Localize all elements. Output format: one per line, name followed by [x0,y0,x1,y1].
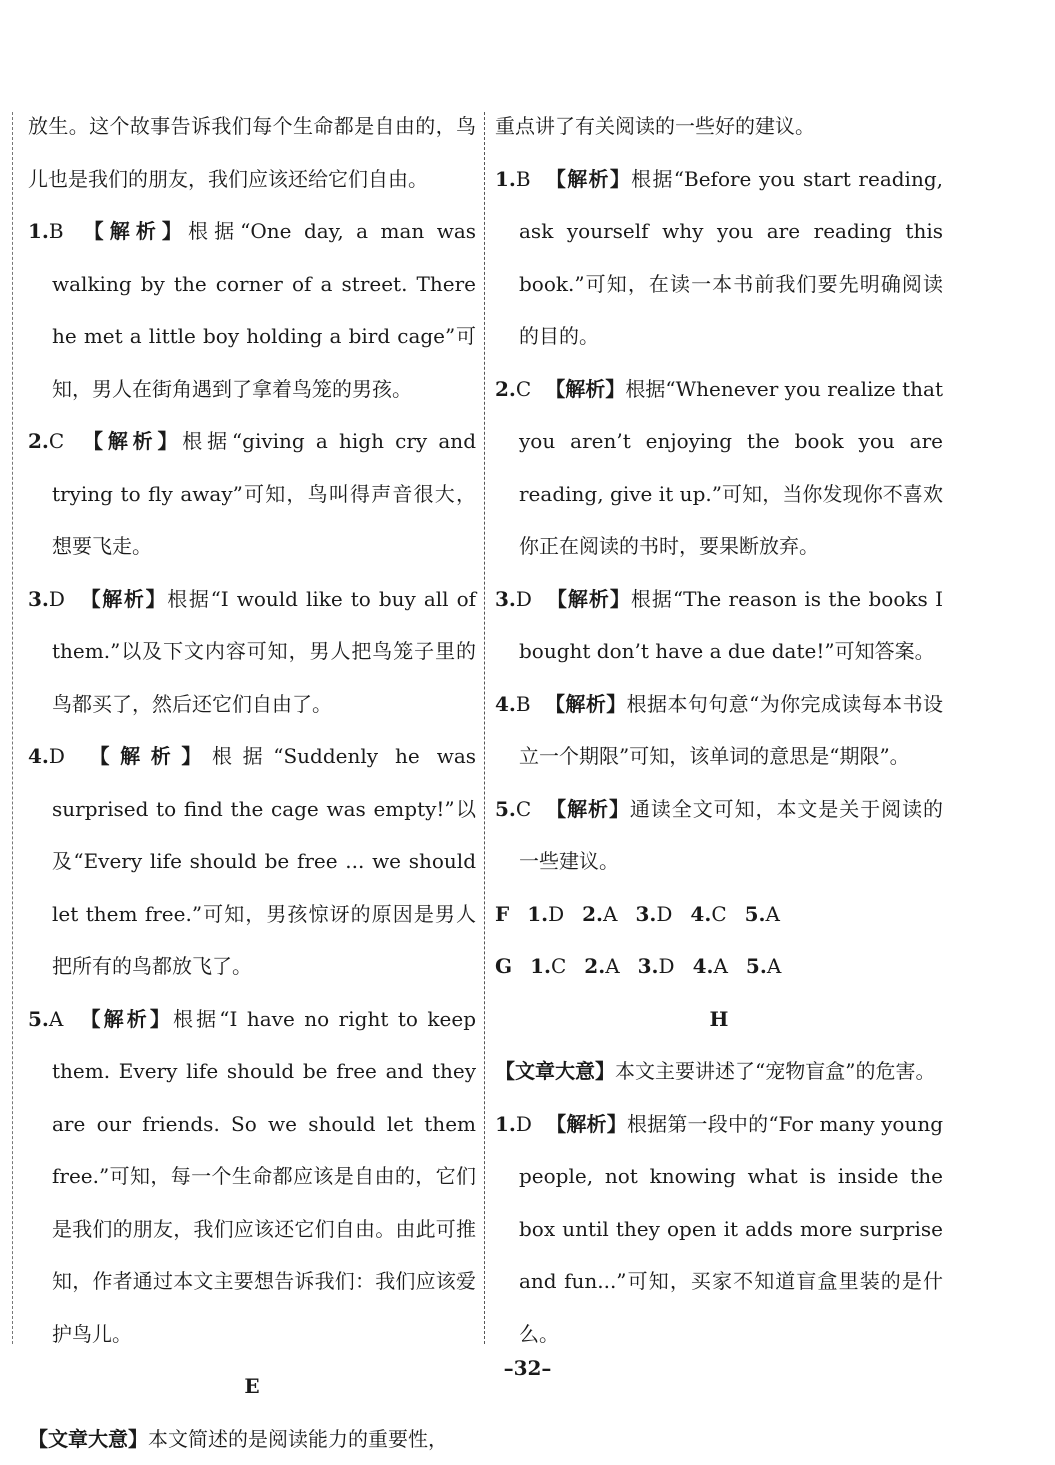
answer-number: 5. [746,954,767,978]
answer-number: 1. [530,954,551,978]
item-option: C [516,377,531,401]
answer-number: 4. [690,902,711,926]
answer-item [28,993,476,1361]
answer-option: C [551,954,566,978]
answers-f [495,888,943,941]
analysis-text: 根据“I have no right to keep them. Every life should be free and they are our friends. So we should let them free.”可知，每一个生命都应该是自由的，它们是我们的朋友，我们应该还它们自由。由此可推知，作者通过本文主要想告诉我们：我们应该爱护鸟儿。 [52,1007,476,1346]
left-column [28,100,476,1465]
answer-entry [690,902,726,926]
page-number: –32– [0,1356,1055,1380]
left-item-list [28,205,476,1360]
answer-item [28,730,476,993]
answer-item [28,573,476,731]
left-intro: 放生。这个故事告诉我们每个生命都是自由的，鸟儿也是我们的朋友，我们应该还给它们自由。 [28,100,476,205]
analysis-text: 根据“Whenever you realize that you aren’t enjoying the book you are reading, give it up.”可知，当你发现你不喜欢你正在阅读的书时，要果断放弃。 [519,377,943,559]
answer-option: D [656,902,672,926]
answer-item [28,205,476,415]
h-item-list [495,1098,943,1361]
column-divider [484,112,485,1344]
answers-g [495,940,943,993]
section-e-heading: E [28,1360,476,1413]
answer-item [495,153,943,363]
item-number: 1. [495,1112,516,1136]
answer-option: A [767,954,781,978]
answer-option: A [603,902,617,926]
answer-group-label: G [495,954,512,978]
answer-item [495,1098,943,1361]
answer-option: A [766,902,780,926]
item-option: B [49,219,64,243]
answer-entry [745,902,780,926]
right-column [495,100,943,1360]
answer-item [495,678,943,783]
analysis-text: 通读全文可知，本文是关于阅读的一些建议。 [519,797,943,874]
item-option: D [49,587,65,611]
analysis-text: 根据“One day, a man was walking by the corner of a street. There he met a little boy holding a bird cage”可知，男人在街角遇到了拿着鸟笼的男孩。 [52,219,476,401]
item-option: D [516,1112,532,1136]
analysis-text: 根据“Suddenly he was surprised to find the cage was empty!”以及“Every life should be free ... we should let them free.”可知，男孩惊讶的原因是男人把所有的鸟都放飞了。 [52,744,476,978]
answer-item [28,415,476,573]
answer-entry [582,902,617,926]
item-option: C [49,429,64,453]
summary-tag: 【文章大意】 [28,1427,148,1451]
analysis-tag: 【解析】 [79,744,212,768]
answer-number: 2. [584,954,605,978]
answer-option: A [605,954,619,978]
analysis-tag: 【解析】 [79,587,167,611]
item-number: 4. [28,744,49,768]
analysis-text: 根据本句句意“为你完成读每本书设立一个期限”可知，该单词的意思是“期限”。 [519,692,943,769]
analysis-tag: 【解析】 [77,1007,173,1031]
summary-text: 本文主要讲述了“宠物盲盒”的危害。 [615,1059,935,1083]
analysis-tag: 【解析】 [545,797,630,821]
answer-number: 5. [745,902,766,926]
analysis-tag: 【解析】 [78,429,182,453]
answer-option: D [548,902,564,926]
item-number: 1. [28,219,49,243]
summary-text: 本文简述的是阅读能力的重要性， [148,1427,448,1451]
analysis-tag: 【解析】 [545,692,627,716]
section-h-heading: H [495,993,943,1046]
analysis-tag: 【解析】 [78,219,188,243]
analysis-tag: 【解析】 [546,587,631,611]
right-intro: 重点讲了有关阅读的一些好的建议。 [495,100,943,153]
analysis-tag: 【解析】 [545,167,632,191]
answer-option: D [659,954,675,978]
answer-item [495,363,943,573]
answer-number: 1. [527,902,548,926]
item-number: 5. [28,1007,49,1031]
answer-option: A [713,954,727,978]
item-number: 3. [495,587,516,611]
answer-entry [746,954,781,978]
item-option: D [49,744,65,768]
answer-entry [530,954,566,978]
analysis-tag: 【解析】 [545,377,625,401]
left-margin-cut-line [12,112,13,1344]
item-number: 1. [495,167,516,191]
item-option: D [516,587,532,611]
item-option: C [516,797,531,821]
section-h-summary [495,1045,943,1098]
summary-tag: 【文章大意】 [495,1059,615,1083]
analysis-text: 根据第一段中的“For many young people, not knowing what is inside the box until they open it adds more surprise and fun...”可知，买家不知道盲盒里装的是什么。 [519,1112,943,1346]
answer-entry [638,954,675,978]
answer-entry [584,954,619,978]
analysis-text: 根据“I would like to buy all of them.”以及下文内容可知，男人把鸟笼子里的鸟都买了，然后还它们自由了。 [52,587,476,716]
item-number: 2. [28,429,49,453]
item-number: 4. [495,692,516,716]
analysis-text: 根据“Before you start reading, ask yourself why you are reading this book.”可知，在读一本书前我们要先明确阅读的目的。 [519,167,943,349]
item-number: 2. [495,377,516,401]
analysis-text: 根据“The reason is the books I bought don’t have a due date!”可知答案。 [519,587,943,664]
answer-entry [635,902,672,926]
answer-item [495,783,943,888]
item-option: A [49,1007,63,1031]
answer-item [495,573,943,678]
section-e-summary [28,1413,476,1465]
analysis-text: 根据“giving a high cry and trying to fly away”可知，鸟叫得声音很大，想要飞走。 [52,429,476,558]
answer-entry [527,902,564,926]
answer-option: C [711,902,726,926]
answer-group-label: F [495,902,509,926]
right-item-list [495,153,943,888]
item-option: B [516,692,531,716]
item-number: 5. [495,797,516,821]
answer-number: 3. [635,902,656,926]
analysis-tag: 【解析】 [546,1112,627,1136]
item-number: 3. [28,587,49,611]
answer-number: 2. [582,902,603,926]
answer-number: 3. [638,954,659,978]
answer-number: 4. [693,954,714,978]
answer-entry [693,954,728,978]
item-option: B [516,167,531,191]
